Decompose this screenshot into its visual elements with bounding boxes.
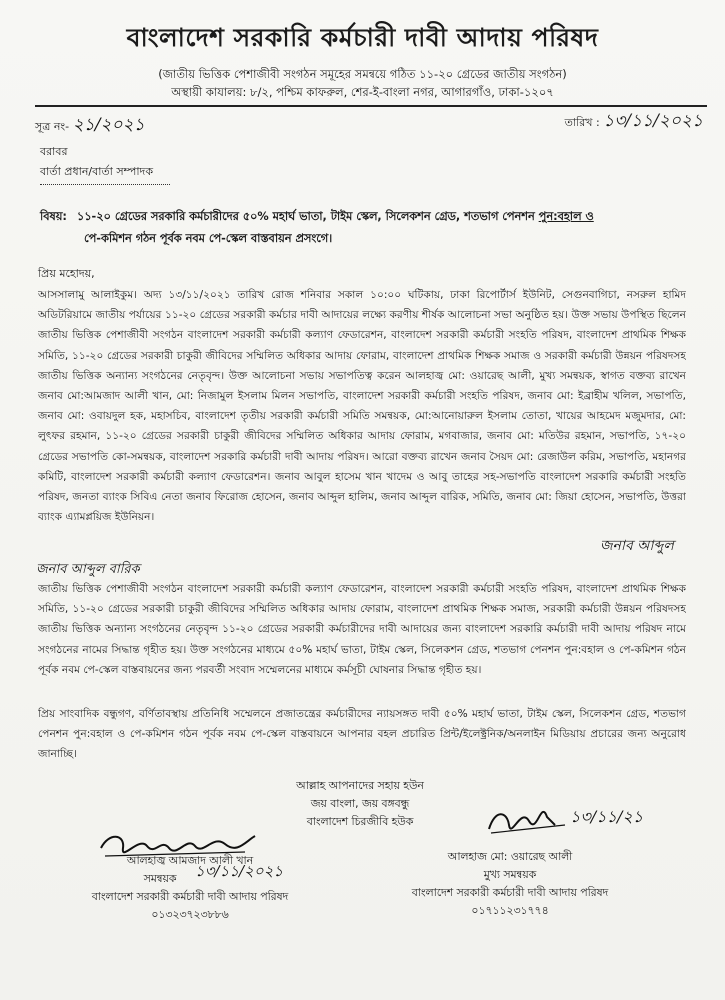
closing-block <box>240 777 480 831</box>
header-divider <box>35 105 707 107</box>
document-date <box>565 108 703 136</box>
right-signed-date: ১৩/১১/২১ <box>570 807 644 826</box>
right-signatory-org: বাংলাদেশ সরকারী কর্মচারী দাবী আদায় পরিষদ <box>411 886 609 899</box>
closing-line-3: বাংলাদেশ চিরজীবি হউক <box>306 815 414 828</box>
body-paragraph-1: আসসালামু আলাইকুম। অদ্য ১৩/১১/২০২১ তারিখ রোজ শনিবার সকাল ১০:০০ ঘটিকায়, ঢাকা রিপোর্টার্স ইউনিট, সেগুনবাগিচা, নসরুল হামিদ অডিটরিয়ামে জাতীয় পর্যায়ের ১১-২০ গ্রেডের সরকারী কর্মচার দাবী আদায়ের লক্ষ্যে করণীয় শীর্ষক আলোচনা সভা অনুষ্ঠিত হয়। উক্ত সভায় উপস্থিত ছিলেন জাতীয় ভিত্তিক পেশাজীবী সংগঠন বাংলাদেশ সরকারী কর্মচারী কল্যাণ ফেডারেশন, বাংলাদেশ সরকারী কর্মচারী সংহতি পরিষদ, বাংলাদেশ প্রাথমিক শিক্ষক সমিতি, ১১-২০ গ্রেডের সরকারী চাকুরী জীবিদের সম্মিলিত অধিকার আদায় ফোরাম, বাংলাদেশ প্রাথমিক শিক্ষক সমাজ ও সরকারী কর্মচারী উন্নয়ন পরিষদসহ জাতীয় ভিত্তিক অন্যান্য সংগঠনের নেতৃবৃন্দ। উক্ত আলোচনা সভায় সভাপতিত্ব করেন আলহাজ্ব মো: ওয়ারেছ আলী, মুখ্য সমন্বয়ক, স্বাগত বক্তব্য রাখেন জনাব মো:আমজাদ আলী খান, মো: নিজামুল ইসলাম মিলন সভাপতি, বাংলাদেশ সরকারী কর্মচারী সংহতি পরিষদ, জনাব মো: ইব্রাহীম খলিল, সভাপতি, জনাব মো: ওবায়দুল হক, মহাসচিব, বাংলাদেশ তৃতীয় সরকারী কর্মচারী সমিতি সমন্বয়ক, মো:আনোয়ারুল ইসলাম তোতা, খায়ের আহমেদ মজুমদার, মো: লুৎফর রহমান, ১১-২০ গ্রেডের সরকারী চাকুরী জীবিদের সম্মিলিত অধিকার আদায় ফোরাম, মগবাজার, জনাব মো: মতিউর রহমান, সভাপতি, ১৭-২০ গ্রেডের সভাপতি কো-সমন্বয়ক, বাংলাদেশ সরকারি কর্মচারী দাবী আদায় পরিষদ। আরো বক্তব্য রাখেন জনাব সৈয়দ মো: রেজাউল করিম, সভাপতি, মহানগর কমিটি, বাংলাদেশ সরকারী কর্মচারী কল্যাণ ফেডারেশন। জনাব আবুল হাসেম খান খাদেম ও আবু তাহের সহ-সভাপতি বাংলাদেশ সরকারি কর্মচারী সংহতি পরিষদ, জনতা ব্যাংক সিবিএ নেতা জনাব ফিরোজ হোসেন, জনাব আব্দুল হালিম, জনাব আব্দুল বারিক, সমিতি, জনাব মো: জিয়া হোসেন, সভাপতি, উত্তরা ব্যাংক এ্যামপ্লয়িজ ইউনিয়ন। <box>38 289 686 524</box>
closing-line-2: জয় বাংলা, জয় বঙ্গবন্ধু <box>310 797 410 810</box>
left-signatory-name: আলহাজ্ব আমজাদ আলী খান <box>126 854 254 867</box>
left-signatory-phone: ০১৩২৩৭২৩৮৮৬ <box>151 908 229 921</box>
date-label: তারিখ : <box>564 116 600 129</box>
left-signatory-role: সমন্বয়ক <box>143 872 177 885</box>
subject-text-2: পে-কমিশন গঠন পূর্বক নবম পে-স্কেল বাস্তবায়ন প্রসংগে। <box>84 232 333 245</box>
right-signatory-block <box>380 848 640 920</box>
recipient-designation: বার্তা প্রধান/বার্তা সম্পাদক <box>40 165 154 178</box>
right-signatory-role: মুখ্য সমন্বয়ক <box>483 868 537 881</box>
left-signatory-org: বাংলাদেশ সরকারী কর্মচারী দাবী আদায় পরিষদ <box>91 890 289 903</box>
recipient-to: বরাবর <box>40 145 68 158</box>
salutation: প্রিয় মহোদয়, <box>38 267 95 280</box>
organization-address: অস্থায়ী কাযালয়: ৮/২, পশ্চিম কাফরুল, শের-ই-বাংলা নগর, আগারগাঁও, ঢাকা-১২০৭ <box>171 85 554 99</box>
right-signatory-name: আলহাজ মো: ওয়ারেছ আলী <box>447 850 573 863</box>
reference-label: সূত্র নং- <box>35 120 70 133</box>
reference-number <box>35 112 145 140</box>
subject-line <box>40 206 690 250</box>
organization-subtitle: (জাতীয় ভিত্তিক পেশাজীবী সংগঠন সমূহের সমন্বয়ে গঠিত ১১-২০ গ্রেডের জাতীয় সংগঠন) <box>158 67 567 81</box>
left-signatory-block <box>60 852 320 924</box>
right-signatory-phone: ০১৭১১২৩১৭৭৪ <box>471 904 549 917</box>
organization-title: বাংলাদেশ সরকারি কর্মচারী দাবী আদায় পরিষদ <box>126 23 599 52</box>
handwritten-note-2: জনাব আব্দুল বারিক <box>36 562 140 577</box>
subject-text-1: ১১-২০ গ্রেডের সরকারি কর্মচারীদের ৫০% মহার্ঘ ভাতা, টাইম স্কেল, সিলেকশন গ্রেড, শতভাগ পেনশন <box>76 210 539 223</box>
date-value: ১৩/১১/২০২১ <box>603 111 703 131</box>
body-paragraph-2: জাতীয় ভিত্তিক পেশাজীবী সংগঠন বাংলাদেশ সরকারী কর্মচারী কল্যাণ ফেডারেশন, বাংলাদেশ সরকারী কর্মচারী সংহতি পরিষদ, বাংলাদেশ প্রাথমিক শিক্ষক সমিতি, ১১-২০ গ্রেডের সরকারী চাকুরী জীবিদের সম্মিলিত অধিকার আদায় ফোরাম, বাংলাদেশ প্রাথমিক শিক্ষক সমাজ, সরকারী কর্মচারী উন্নয়ন পরিষদসহ জাতীয় ভিত্তিক অন্যান্য সংগঠনের নেতৃবৃন্দ ১১-২০ গ্রেডের সরকারী কর্মচারীদের দাবী আদায়ের জন্য বাংলাদেশ সরকারি কর্মচারী দাবী আদায় পরিষদ নামে সংগঠনের নামের সিদ্ধান্ত গৃহীত হয়। উক্ত সংগঠনের মাধ্যমে ৫০% মহার্ঘ ভাতা, টাইম স্কেল, সিলেকশন গ্রেড, শতভাগ পেনশন পুন:বহাল ও পে-কমিশন গঠন পূর্বক নবম পে-স্কেল বাস্তবায়নের জন্য পরবর্তী সংবাদ সম্মেলনের মাধ্যমে কর্মসূচী ঘোষনার সিদ্ধান্ত গৃহীত হয়। <box>38 583 686 676</box>
subject-text-underlined: পুন:বহাল ও <box>538 210 594 223</box>
reference-value: ২১/২০২১ <box>72 115 145 135</box>
closing-line-1: আল্লাহ আপনাদের সহায় হউন <box>296 779 424 792</box>
subject-label: বিষয়: <box>40 210 67 223</box>
left-signed-date: ১৩/১১/২০২১ <box>195 862 284 880</box>
handwritten-note-1: জনাব আব্দুল <box>600 538 674 554</box>
recipient-blank-line <box>40 184 170 185</box>
body-paragraph-3: প্রিয় সাংবাদিক বন্ধুগণ, বর্ণিতাবস্থায় প্রতিনিধি সম্মেলনে প্রজাতন্ত্রের কর্মচারীদের ন্যায়সঙ্গত দাবী ৫০% মহার্ঘ ভাতা, টাইম স্কেল, সিলেকশন গ্রেড, শতভাগ পেনশন পুন:বহাল ও পে-কমিশন গঠন পূর্বক নবম পে-স্কেল বাস্তবায়নে আপনার বহল প্রচারিত প্রিন্ট/ইলেক্ট্রনিক/অনলাইন মিডিয়ায় প্রচারের জন্য অনুরোধ জানাচ্ছি। <box>38 708 686 761</box>
